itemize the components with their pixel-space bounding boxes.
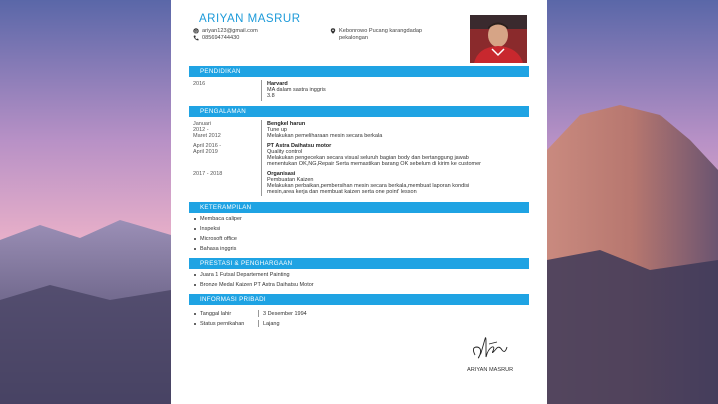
achievement-item: Bronze Medal Kaizen PT Astra Daihatsu Motor [200,282,314,288]
achievements-title: PRESTASI & PENGHARGAAN [200,260,293,267]
exp1-period-1: Januari [193,121,212,127]
bullet-icon [194,218,196,220]
exp2-period-1: April 2016 - [193,143,222,149]
education-divider [261,80,262,101]
exp1-company: Bengkel harun [267,121,306,127]
address-line-2: pekalongan [339,35,368,41]
bullet-icon [194,238,196,240]
experience-divider [261,120,262,196]
skill-item: Microsoft office [200,236,237,242]
exp1-period-3: Maret 2012 [193,133,221,139]
personal-divider [258,310,259,317]
birth-label: Tanggal lahir [200,311,232,317]
status-value: Lajang [263,321,280,327]
birth-value: 3 Desember 1994 [263,311,307,317]
phone-text: 085694744430 [202,35,240,41]
phone-icon [193,35,199,41]
education-header [189,66,529,77]
email-text: ariyan123@gmail.com [202,28,258,34]
status-label: Status pernikahan [200,321,245,327]
exp3-company: Organisasi [267,171,296,177]
education-year: 2016 [193,81,206,87]
bullet-icon [194,313,196,315]
exp3-desc-1: Melakukan perbaikan,pembersihan mesin secara berkala,membuat laporan kondisi [267,183,470,189]
exp2-desc-1: Melakukan pengecekan secara visual seluruh bagian body dan bertanggung jawab [267,155,469,161]
exp1-desc: Melakukan pemeliharaan mesin secara berkala [267,133,383,139]
exp3-desc-2: mesin,area kerja dan membuat kaizen serta one point' lesson [267,189,417,195]
achievement-item: Juara 1 Futsal Departement Painting [200,272,290,278]
address-line-1: Kebonrowo Pucang karangdadap [339,28,423,34]
skills-title: KETERAMPILAN [200,204,252,211]
exp1-period-2: 2012 - [193,127,209,133]
exp2-role: Quality control [267,149,303,155]
experience-title: PENGALAMAN [200,108,246,115]
education-title: PENDIDIKAN [200,68,241,75]
svg-text:@: @ [194,28,198,34]
exp3-period: 2017 - 2018 [193,171,223,177]
signature-name: ARIYAN MASRUR [467,367,514,373]
resume-name: ARIYAN MASRUR [199,13,301,25]
bullet-icon [194,284,196,286]
education-gpa: 3.8 [267,93,275,99]
skill-item: Bahasa inggris [200,246,237,252]
exp3-role: Pembuatan Kaizen [267,177,314,183]
exp1-role: Tune up [267,127,287,133]
personal-header [189,294,529,305]
location-pin-icon [330,28,336,34]
skill-item: Inspeksi [200,226,221,232]
exp2-period-2: April 2019 [193,149,218,155]
profile-photo [470,15,527,63]
signature-image [461,333,521,363]
resume-page [171,0,547,404]
experience-header [189,106,529,117]
personal-title: INFORMASI PRIBADI [200,296,266,303]
bullet-icon [194,228,196,230]
email-icon [193,28,199,34]
bullet-icon [194,274,196,276]
skills-header [189,202,529,213]
education-school: Harvard [267,81,288,87]
personal-divider [258,320,259,327]
exp2-company: PT Astra Daihatsu motor [267,143,332,149]
bullet-icon [194,248,196,250]
bullet-icon [194,323,196,325]
exp2-desc-2: menentukan OK,NG,Repair Serta memastikan barang OK sebelum di kirim ke customer [267,161,481,167]
achievements-header [189,258,529,269]
skill-item: Membaca caliper [200,216,242,222]
education-degree: MA dalam sastra inggris [267,87,326,93]
